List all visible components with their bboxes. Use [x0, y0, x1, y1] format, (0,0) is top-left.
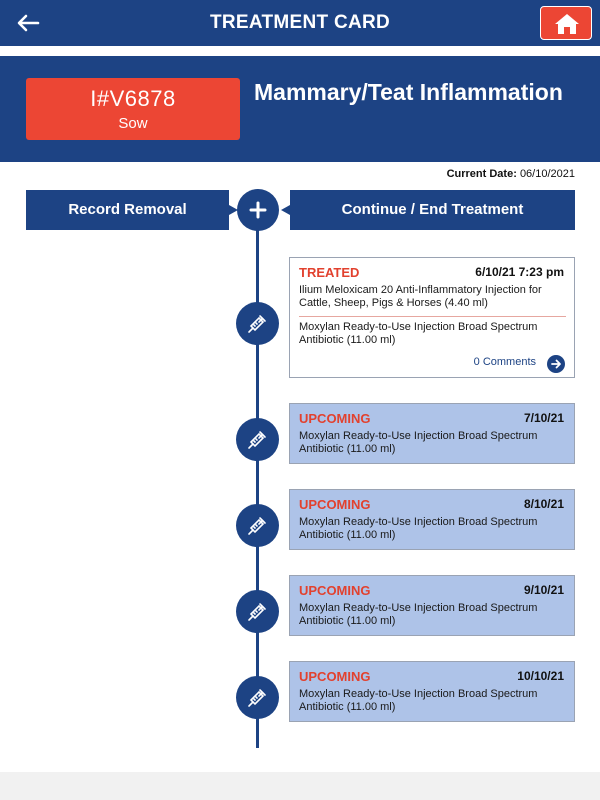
current-date: [447, 168, 575, 180]
animal-type: Sow: [118, 115, 148, 132]
home-button[interactable]: [540, 6, 592, 40]
syringe-icon: [247, 515, 268, 536]
treatment-drug: Moxylan Ready-to-Use Injection Broad Spectrum Antibiotic (11.00 ml): [299, 602, 538, 627]
animal-badge: [26, 78, 240, 140]
comments-link[interactable]: 0 Comments: [473, 356, 536, 368]
treatment-card-upcoming[interactable]: [289, 661, 575, 722]
timeline-line: [256, 212, 259, 748]
treatment-card-upcoming[interactable]: [289, 403, 575, 464]
treatment-card-treated[interactable]: [289, 257, 575, 378]
treatment-drug: Moxylan Ready-to-Use Injection Broad Spectrum Antibiotic (11.00 ml): [299, 430, 538, 455]
plus-icon: [248, 200, 268, 220]
treatment-status: UPCOMING: [299, 583, 371, 598]
top-bar: [0, 0, 600, 46]
treatment-drug: Ilium Meloxicam 20 Anti-Inflammatory Injection for Cattle, Sheep, Pigs & Horses (4.40 ml): [299, 284, 542, 309]
current-date-value: 06/10/2021: [519, 168, 575, 180]
arrow-right-icon: [550, 358, 562, 370]
treatment-status: UPCOMING: [299, 411, 371, 426]
treatment-card-upcoming[interactable]: [289, 489, 575, 550]
treatment-card-upcoming[interactable]: [289, 575, 575, 636]
syringe-icon: [247, 601, 268, 622]
treatment-drug: Moxylan Ready-to-Use Injection Broad Spectrum Antibiotic (11.00 ml): [299, 321, 538, 346]
record-removal-button[interactable]: Record Removal: [26, 190, 229, 230]
treatment-status: UPCOMING: [299, 669, 371, 684]
card-divider: [299, 316, 566, 317]
syringe-node: [236, 504, 279, 547]
home-icon: [554, 13, 580, 35]
syringe-icon: [247, 429, 268, 450]
comments-button[interactable]: [547, 355, 565, 373]
treatment-status: UPCOMING: [299, 497, 371, 512]
animal-header: [0, 56, 600, 162]
syringe-node: [236, 676, 279, 719]
treatment-date: 8/10/21: [523, 497, 564, 511]
treatment-drug: Moxylan Ready-to-Use Injection Broad Spectrum Antibiotic (11.00 ml): [299, 688, 538, 713]
condition-title: Mammary/Teat Inflammation: [254, 79, 563, 105]
syringe-node: [236, 590, 279, 633]
animal-id: I#V6878: [90, 86, 176, 111]
syringe-icon: [247, 313, 268, 334]
current-date-label: Current Date:: [446, 168, 517, 180]
syringe-icon: [247, 687, 268, 708]
syringe-node: [236, 418, 279, 461]
treatment-date: 10/10/21: [517, 669, 564, 683]
bottom-bar: [0, 772, 600, 800]
treatment-drug: Moxylan Ready-to-Use Injection Broad Spectrum Antibiotic (11.00 ml): [299, 516, 538, 541]
treatment-status: TREATED: [299, 265, 360, 280]
syringe-node: [236, 302, 279, 345]
add-treatment-button[interactable]: [237, 189, 279, 231]
page-title: TREATMENT CARD: [209, 12, 391, 33]
treatment-date: 9/10/21: [523, 583, 564, 597]
continue-end-treatment-button[interactable]: Continue / End Treatment: [290, 190, 575, 230]
treatment-date: 6/10/21 7:23 pm: [475, 265, 564, 279]
treatment-date: 7/10/21: [523, 411, 564, 425]
